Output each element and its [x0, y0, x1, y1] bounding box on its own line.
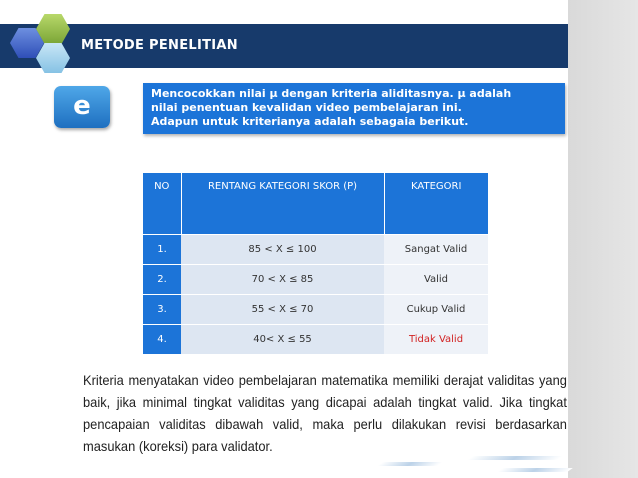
- row-range: 40< X ≤ 55: [181, 324, 384, 354]
- table-row: [143, 264, 488, 294]
- table-row: [143, 234, 488, 264]
- row-no: 3.: [143, 294, 181, 324]
- row-category: Tidak Valid: [384, 324, 488, 354]
- row-range: 55 < X ≤ 70: [181, 294, 384, 324]
- header-category: KATEGORI: [384, 173, 488, 234]
- row-no: 4.: [143, 324, 181, 354]
- row-category: Valid: [384, 264, 488, 294]
- decorative-stripe: [377, 462, 443, 466]
- row-category: Sangat Valid: [384, 234, 488, 264]
- intro-text-box: [143, 83, 565, 134]
- validity-criteria-table: [143, 173, 488, 354]
- body-paragraph: Kriteria menyatakan video pembelajaran matematika memiliki derajat validitas yang baik, jika minimal tingkat validitas yang dicapai adalah tingkat valid. Jika tingkat pencapaian validitas dibawah valid, maka perlu dilakukan revisi berdasarkan masukan (koreksi) para validator.: [83, 372, 567, 454]
- intro-line: Mencocokkan nilai μ dengan kriteria aliditasnya. μ adalah: [151, 87, 512, 100]
- header-no: NO: [143, 173, 181, 234]
- row-no: 1.: [143, 234, 181, 264]
- right-side-strip: [568, 0, 638, 478]
- section-letter-badge: e: [54, 86, 110, 128]
- page-title: METODE PENELITIAN: [81, 38, 238, 53]
- table-row: [143, 324, 488, 354]
- row-category: Cukup Valid: [384, 294, 488, 324]
- intro-line: Adapun untuk kriterianya adalah sebagaia berikut.: [151, 115, 469, 128]
- header-range: RENTANG KATEGORI SKOR (P): [181, 173, 384, 234]
- decorative-stripe: [467, 456, 563, 460]
- decorative-stripe: [497, 468, 573, 472]
- intro-line: nilai penentuan kevalidan video pembelajaran ini.: [151, 101, 462, 114]
- row-range: 70 < X ≤ 85: [181, 264, 384, 294]
- row-no: 2.: [143, 264, 181, 294]
- table-header-row: [143, 173, 488, 234]
- row-range: 85 < X ≤ 100: [181, 234, 384, 264]
- table-row: [143, 294, 488, 324]
